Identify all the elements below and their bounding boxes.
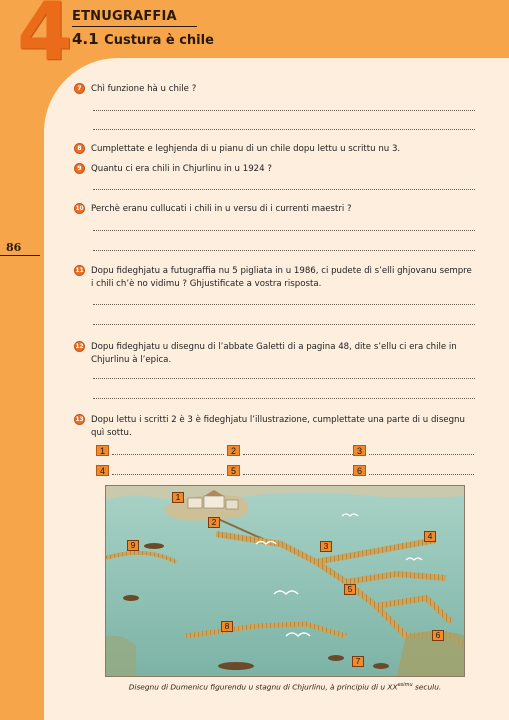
answer-line[interactable] [93, 324, 475, 325]
slot-number: 5 [227, 465, 240, 476]
slot-number: 3 [353, 445, 366, 456]
illustration-callout-4: 4 [424, 531, 436, 542]
question-text: Chì funzione hà u chile ? [91, 84, 197, 94]
header-rule [72, 26, 197, 27]
house [188, 498, 202, 508]
caption-text: Disegnu di Dumenicu figurendu u stagnu di Chjurlinu, à principiu di u XX [128, 682, 398, 692]
lagoon-drawing [106, 486, 465, 677]
question-10 [75, 203, 475, 216]
question-9 [75, 163, 475, 176]
question-text: Dopu fideghjatu u disegnu di l’abbate Galetti di a pagina 48, dite s’ellu ci era chile in Chjurlinu à l’epica. [91, 342, 457, 365]
answer-line[interactable] [93, 250, 475, 251]
question-text: Quantu ci era chili in Chjurlinu in u 1924 ? [91, 164, 272, 174]
illustration-callout-8: 8 [221, 621, 233, 632]
caption-superscript: esimu [397, 682, 413, 688]
illustration-callout-7: 7 [352, 656, 364, 667]
boat-icon [328, 655, 344, 661]
illustration-callout-5: 5 [344, 584, 356, 595]
reeds [106, 636, 136, 677]
slot-line[interactable] [369, 474, 474, 475]
page-number: 86 [6, 241, 22, 254]
question-text: Perchè eranu cullucati i chili in u versu di i currenti maestri ? [91, 204, 352, 214]
chapter-number: 4 [17, 0, 71, 78]
page-number-rule [0, 255, 40, 256]
slot-number: 2 [227, 445, 240, 456]
reeds [396, 631, 465, 677]
boat-icon [373, 663, 389, 669]
slot-number: 6 [353, 465, 366, 476]
slot-line[interactable] [243, 474, 353, 475]
boat-icon [123, 595, 139, 601]
question-8 [75, 143, 475, 156]
question-13 [75, 414, 475, 439]
answer-line[interactable] [93, 378, 475, 379]
answer-line[interactable] [93, 304, 475, 305]
left-margin-strip [0, 0, 44, 720]
answer-line[interactable] [93, 230, 475, 231]
answer-line[interactable] [93, 189, 475, 190]
illustration-callout-9: 9 [127, 540, 139, 551]
section-number: 4.1 [72, 30, 99, 48]
boat-icon [144, 543, 164, 549]
question-7 [75, 83, 475, 96]
answer-line[interactable] [93, 398, 475, 399]
question-12 [75, 341, 475, 366]
answer-line[interactable] [93, 110, 475, 111]
illustration-callout-2: 2 [208, 517, 220, 528]
slot-line[interactable] [369, 454, 474, 455]
lagoon-illustration [105, 485, 465, 677]
question-bullet-icon: 8 [74, 143, 85, 154]
slot-number: 4 [96, 465, 109, 476]
slot-number: 1 [96, 445, 109, 456]
answer-line[interactable] [93, 129, 475, 130]
illustration-callout-3: 3 [320, 541, 332, 552]
illustration-callout-6: 6 [432, 630, 444, 641]
question-bullet-icon: 13 [75, 416, 84, 423]
section-heading [72, 29, 214, 48]
question-bullet-icon: 9 [74, 163, 85, 174]
question-text: Dopu lettu i scritti 2 è 3 è fideghjatu l’illustrazione, cumplettate una parte di u disegnu quì sottu. [91, 415, 465, 438]
caption-tail: seculu. [412, 682, 442, 692]
question-text: Dopu fideghjatu a futugraffia nu 5 pigliata in u 1986, ci pudete dì s’elli ghjovanu sempre i chili ch’è no vidimu ? Ghjustificate a vostra risposta. [91, 266, 472, 289]
house [226, 500, 238, 509]
question-11 [75, 265, 475, 290]
question-bullet-icon: 12 [75, 343, 84, 350]
section-title: Custura è chile [104, 33, 214, 48]
boat-icon [218, 662, 254, 670]
question-bullet-icon: 11 [75, 267, 84, 274]
question-bullet-icon: 7 [74, 83, 85, 94]
question-text: Cumplettate e leghjenda di u pianu di un chile dopu lettu u scrittu nu 3. [91, 144, 401, 154]
illustration-caption [105, 682, 465, 691]
house [204, 496, 224, 508]
illustration-callout-1: 1 [172, 492, 184, 503]
slot-line[interactable] [112, 474, 224, 475]
slot-line[interactable] [243, 454, 353, 455]
chapter-title: ETNUGRAFFIA [72, 9, 177, 24]
slot-line[interactable] [112, 454, 224, 455]
question-bullet-icon: 10 [75, 205, 84, 212]
